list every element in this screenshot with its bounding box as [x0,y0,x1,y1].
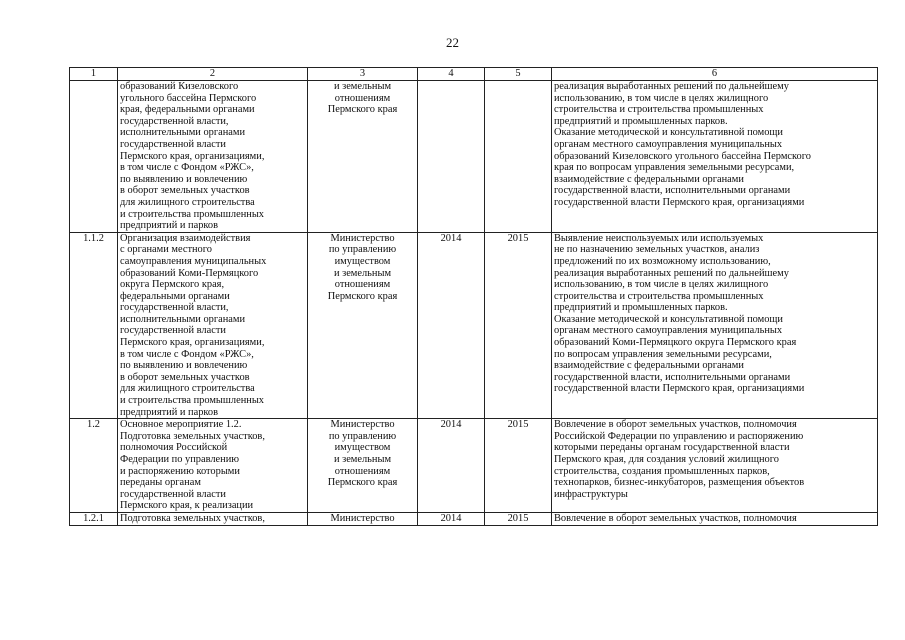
responsible-executor: и земельным отношениям Пермского края [308,81,418,233]
end-year: 2015 [485,232,552,419]
table-row [70,81,878,233]
expected-result: Вовлечение в оборот земельных участков, полномочия Российской Федерации по управлению и распоряжению которыми переданы органам государственной власти Пермского края, для создания условий жилищного строительства, создания промышленных парков, технопарков, бизнес-инкубаторов, размещения объектов инфраструктуры [552,419,878,513]
responsible-executor: Министерство по управлению имуществом и земельным отношениям Пермского края [308,232,418,419]
table-header-row [70,68,878,81]
column-header: 4 [418,68,485,81]
measure-name: образований Кизеловского угольного бассейна Пермского края, федеральными органами государственной власти, исполнительными органами государственной власти Пермского края, организациями, в том числе с Фондом «РЖС», по выявлению и вовлечению в оборот земельных участков для жилищного строительства и строительства промышленных предприятий и парков [118,81,308,233]
measure-name: Подготовка земельных участков, [118,512,308,525]
row-number: 1.2.1 [70,512,118,525]
expected-result: реализация выработанных решений по дальнейшему использованию, в том числе в целях жилищного строительства и строительства промышленных предприятий и промышленных парков. Оказание методической и консультативной помощи органам местного самоуправления муниципальных образований Кизеловского угольного бассейна Пермского края по вопросам управления земельными ресурсами, взаимодействие с федеральными органами государственной власти, исполнительными органами государственной власти Пермского края, организациями [552,81,878,233]
column-header: 3 [308,68,418,81]
column-header: 1 [70,68,118,81]
end-year [485,81,552,233]
start-year: 2014 [418,232,485,419]
column-header: 2 [118,68,308,81]
expected-result: Выявление неиспользуемых или используемых не по назначению земельных участков, анализ предложений по их возможному использованию, реализация выработанных решений по дальнейшему использованию, в том числе в целях жилищного строительства и строительства промышленных предприятий и промышленных парков. Оказание методической и консультативной помощи органам местного самоуправления муниципальных образований Коми-Пермяцкого округа Пермского края по вопросам управления земельными ресурсами, взаимодействие с федеральными органами государственной власти, исполнительными органами государственной власти Пермского края, организациями [552,232,878,419]
page-number: 22 [446,35,459,50]
responsible-executor: Министерство по управлению имуществом и земельным отношениям Пермского края [308,419,418,513]
measure-name: Организация взаимодействия с органами местного самоуправления муниципальных образований Коми-Пермяцкого округа Пермского края, федеральными органами государственной власти, исполнительными органами государственной власти Пермского края, организациями, в том числе с Фондом «РЖС», по выявлению и вовлечению в оборот земельных участков для жилищного строительства и строительства промышленных предприятий и парков [118,232,308,419]
start-year: 2014 [418,419,485,513]
program-measures-table [69,67,878,526]
row-number [70,81,118,233]
row-number: 1.1.2 [70,232,118,419]
row-number: 1.2 [70,419,118,513]
table-row [70,419,878,513]
table-row [70,512,878,525]
measure-name: Основное мероприятие 1.2. Подготовка земельных участков, полномочия Российской Федерации по управлению и распоряжению которыми переданы органам государственной власти Пермского края, к реализации [118,419,308,513]
column-header: 6 [552,68,878,81]
column-header: 5 [485,68,552,81]
end-year: 2015 [485,512,552,525]
expected-result: Вовлечение в оборот земельных участков, полномочия [552,512,878,525]
table-row [70,232,878,419]
start-year: 2014 [418,512,485,525]
responsible-executor: Министерство [308,512,418,525]
start-year [418,81,485,233]
end-year: 2015 [485,419,552,513]
